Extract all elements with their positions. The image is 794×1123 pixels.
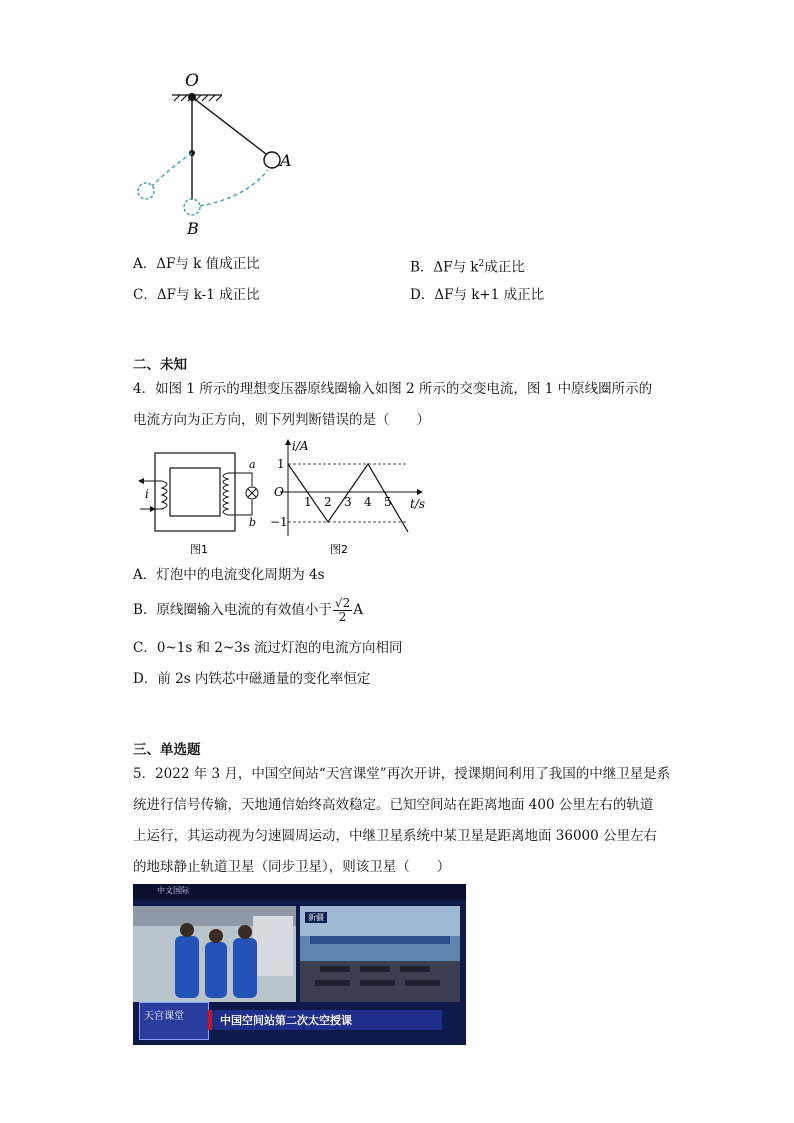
q4-option-d: D．前 2s 内铁芯中磁通量的变化率恒定 bbox=[133, 671, 371, 687]
program-logo bbox=[139, 1002, 209, 1040]
section-2-title: 二、未知 bbox=[133, 357, 187, 373]
x-label: t/s bbox=[410, 497, 426, 511]
channel-label: 中文国际 bbox=[157, 886, 189, 895]
photo-top-bar bbox=[133, 884, 466, 900]
caption-banner bbox=[208, 1010, 442, 1030]
q4-option-b-unit: A bbox=[353, 602, 363, 618]
xtick-5: 5 bbox=[384, 495, 392, 509]
core-inner bbox=[170, 468, 220, 516]
banner-text: 中国空间站第二次太空授课 bbox=[220, 1014, 352, 1027]
q5-stem-line3: 上运行，其运动视为匀速圆周运动，中继卫星系统中某卫星是距离地面 36000 公里左右 bbox=[133, 828, 658, 844]
xtick-3: 3 bbox=[344, 495, 352, 509]
astronauts-panel bbox=[133, 906, 296, 1002]
label-i: i bbox=[145, 487, 149, 501]
ytick-1: 1 bbox=[277, 457, 285, 471]
fraction-numerator: √2 bbox=[334, 596, 351, 610]
q4-stem-line2: 电流方向为正方向，则下列判断错误的是（ ） bbox=[133, 412, 430, 428]
xtick-2: 2 bbox=[324, 495, 332, 509]
astronauts-illustration bbox=[133, 906, 296, 1002]
fraction bbox=[333, 597, 352, 624]
q5-stem-line2: 统进行信号传输，天地通信始终高效稳定。已知空间站在距离地面 400 公里左右的轨道 bbox=[133, 797, 654, 813]
label-b: b bbox=[249, 516, 257, 529]
q3-option-d: D．ΔF与 k+1 成正比 bbox=[410, 287, 545, 303]
q3-option-b-sup: 2 bbox=[478, 259, 485, 269]
q3-option-a: A．ΔF与 k 值成正比 bbox=[133, 256, 260, 272]
current-graph bbox=[268, 434, 438, 560]
pendulum-figure bbox=[130, 68, 300, 240]
origin-label: O bbox=[274, 485, 284, 499]
q5-stem-line4: 的地球静止轨道卫星（同步卫星），则该卫星（ ） bbox=[133, 859, 451, 875]
string-to-A bbox=[192, 97, 266, 154]
q4-option-b bbox=[133, 596, 363, 624]
label-a: a bbox=[249, 458, 256, 471]
space-class-photo bbox=[133, 884, 466, 1045]
label-B: B bbox=[187, 219, 199, 238]
xtick-4: 4 bbox=[364, 495, 372, 509]
label-O: O bbox=[185, 71, 199, 91]
q3-option-b bbox=[410, 254, 525, 278]
region-tag: 新疆 bbox=[305, 912, 327, 923]
q4-option-a: A．灯泡中的电流变化周期为 4s bbox=[133, 567, 325, 583]
q4-option-c: C．0~1s 和 2~3s 流过灯泡的电流方向相同 bbox=[133, 640, 403, 656]
dashed-arc-left bbox=[152, 153, 192, 186]
dashed-ball-B bbox=[184, 199, 200, 215]
xtick-1: 1 bbox=[304, 495, 312, 509]
dashed-ball-left bbox=[138, 183, 154, 199]
q3-option-b-text: B．ΔF与 k bbox=[410, 259, 479, 276]
transformer-figure bbox=[132, 448, 272, 560]
q3-option-b-post: 成正比 bbox=[484, 259, 525, 276]
y-label: i/A bbox=[292, 439, 309, 453]
q4-stem-line1: 4．如图 1 所示的理想变压器原线圈输入如图 2 所示的交变电流，图 1 中原线圈所示的 bbox=[133, 381, 653, 397]
q5-stem-line1: 5．2022 年 3 月，中国空间站“天宫课堂”再次开讲，授课期间利用了我国的中继卫星是系 bbox=[133, 766, 671, 782]
fig2-caption: 图2 bbox=[330, 543, 348, 556]
fraction-denominator: 2 bbox=[338, 610, 347, 624]
input-arrow-top bbox=[138, 478, 144, 484]
label-A: A bbox=[280, 151, 292, 170]
ball-A bbox=[264, 152, 280, 168]
logo-text: 天宫课堂 bbox=[144, 1011, 184, 1022]
ytick-minus1: −1 bbox=[270, 515, 288, 529]
q4-option-b-text: B．原线圈输入电流的有效值小于 bbox=[133, 602, 332, 618]
fig1-caption: 图1 bbox=[190, 543, 208, 556]
dashed-arc-right bbox=[200, 170, 268, 206]
q3-option-c: C．ΔF与 k-1 成正比 bbox=[133, 287, 260, 303]
section-3-title: 三、单选题 bbox=[133, 742, 201, 758]
